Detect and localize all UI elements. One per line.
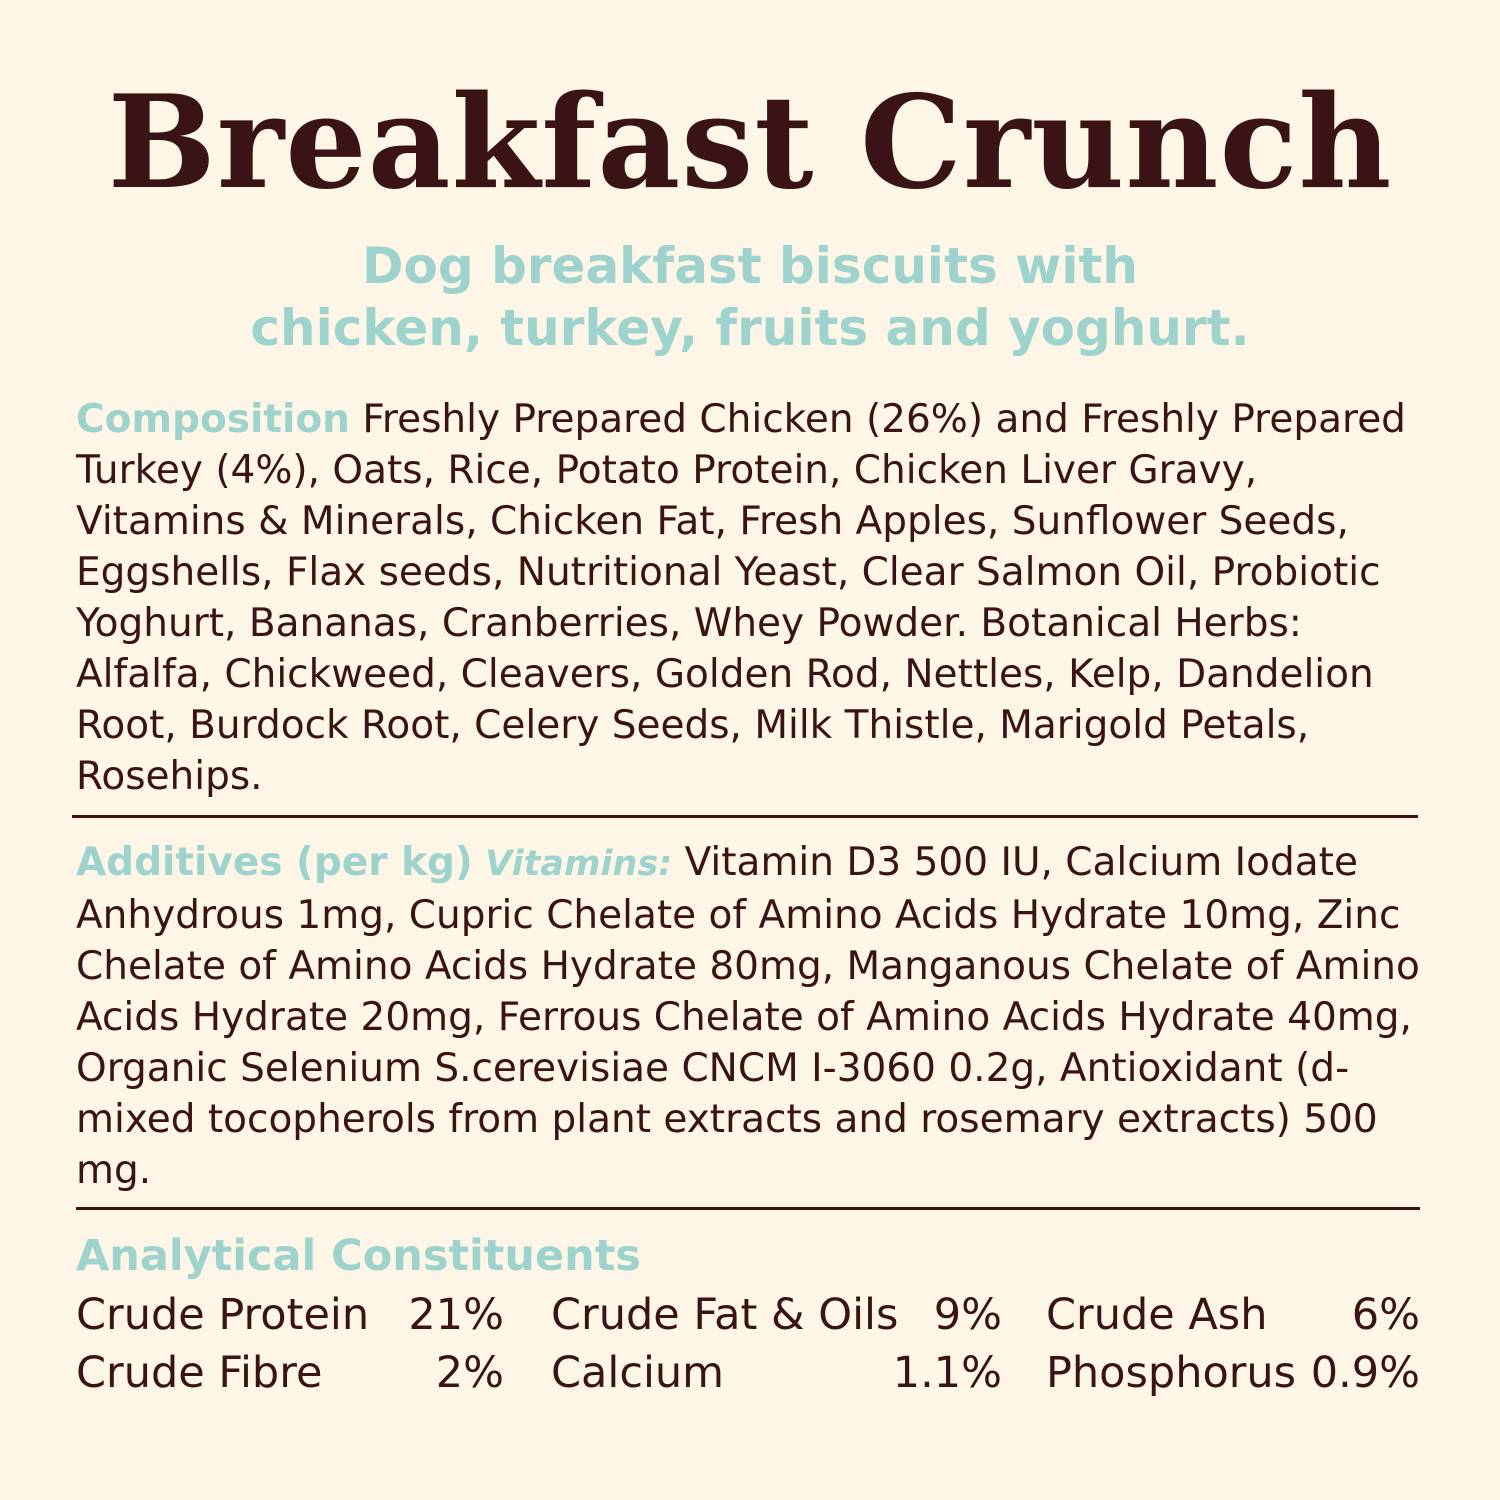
divider [72,815,1418,818]
constituent-label: Crude Ash [1046,1290,1268,1340]
additives-section [76,837,1421,1196]
product-title: Breakfast Crunch [107,68,1393,218]
constituent-value: 6% [1351,1290,1420,1340]
subtitle-line-1: Dog breakfast biscuits with [362,237,1138,295]
product-subtitle [0,235,1500,359]
constituent-value: 21% [408,1290,504,1340]
composition-text: Freshly Prepared Chicken (26%) and Freshly Prepared Turkey (4%), Oats, Rice, Potato Protein, Chicken Liver Gravy, Vitamins & Minerals, Chicken Fat, Fresh Apples, Sunflower Seeds, Eggshells, Flax seeds, Nutritional Yeast, Clear Salmon Oil, Probiotic Yoghurt, Bananas, Cranberries, Whey Powder. Botanical Herbs: Alfalfa, Chickweed, Cleavers, Golden Rod, Nettles, Kelp, Dandelion Root, Burdock Root, Celery Seeds, Milk Thistle, Marigold Petals, Rosehips. [76,397,1406,799]
additives-subheading: Vitamins: [485,844,673,884]
constituent-label: Phosphorus [1046,1348,1297,1398]
additives-text: Vitamin D3 500 IU, Calcium Iodate Anhydrous 1mg, Cupric Chelate of Amino Acids Hydrate 10mg, Zinc Chelate of Amino Acids Hydrate 80mg, Manganous Chelate of Amino Acids Hydrate 20mg, Ferrous Chelate of Amino Acids Hydrate 40mg, Organic Selenium S.cerevisiae CNCM I-3060 0.2g, Antioxidant (d-mixed tocopherols from plant extracts and rosemary extracts) 500 mg. [76,840,1420,1193]
analytical-table [76,1286,1420,1402]
composition-heading: Composition [76,397,350,442]
constituent-label: Crude Fibre [76,1348,323,1398]
constituent-value: 2% [435,1348,504,1398]
constituent-label: Crude Protein [76,1290,370,1340]
constituent-value: 1.1% [892,1348,1002,1398]
constituent-value: 0.9% [1310,1348,1420,1398]
additives-heading: Additives (per kg) [76,840,473,885]
analytical-heading: Analytical Constituents [76,1231,641,1281]
divider [76,1207,1420,1210]
subtitle-line-2: chicken, turkey, fruits and yoghurt. [250,299,1250,357]
composition-section [76,394,1421,802]
analytical-row [76,1286,1420,1344]
analytical-row [76,1344,1420,1402]
constituent-label: Crude Fat & Oils [551,1290,899,1340]
constituent-label: Calcium [551,1348,725,1398]
constituent-value: 9% [933,1290,1002,1340]
